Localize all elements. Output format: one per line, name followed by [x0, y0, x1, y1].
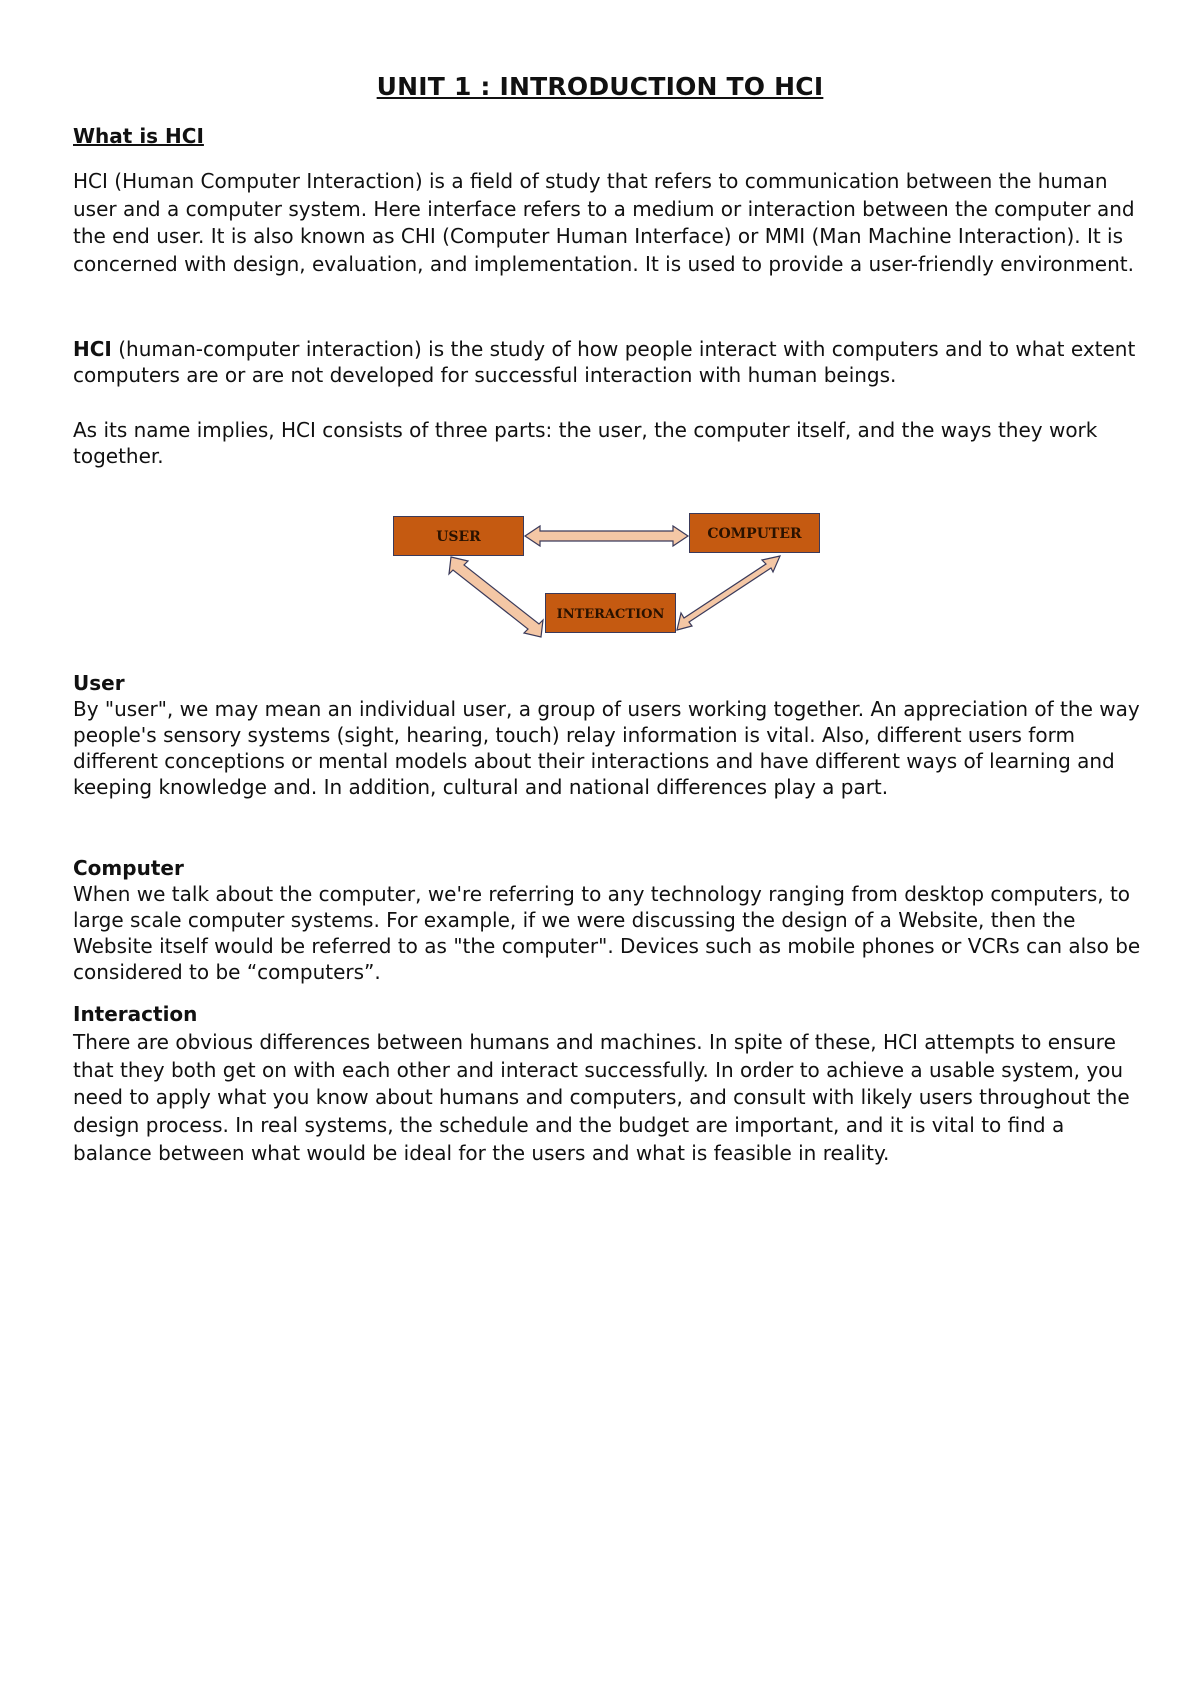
- user-box: USER: [393, 516, 524, 556]
- three-parts-paragraph: As its name implies, HCI consists of three parts: the user, the computer itself, and the ways they work together.: [73, 418, 1098, 468]
- user-text: By "user", we may mean an individual user, a group of users working together. An appreciation of the way people's sensory systems (sight, hearing, touch) relay information is vital. Also, different users form different conceptions or mental models about their interactions and have different ways of learning and keeping knowledge and. In addition, cultural and national differences play a part.: [73, 697, 1140, 799]
- computer-text: When we talk about the computer, we're referring to any technology ranging from desktop computers, to large scale computer systems. For example, if we were discussing the design of a Website, then the Website itself would be referred to as "the computer". Devices such as mobile phones or VCRs can also be considered to be “computers”.: [73, 882, 1141, 984]
- user-computer-arrow: [525, 526, 688, 546]
- hci-diagram: [380, 505, 830, 640]
- interaction-computer-arrow: [677, 556, 780, 630]
- user-interaction-arrow: [449, 557, 543, 637]
- page-title: UNIT 1 : INTRODUCTION TO HCI: [376, 72, 824, 101]
- interaction-section: [73, 1001, 1143, 1168]
- interaction-heading: Interaction: [73, 1002, 198, 1026]
- computer-section: [73, 855, 1143, 985]
- intro-paragraph: HCI (Human Computer Interaction) is a field of study that refers to communication between the human user and a computer system. Here interface refers to a medium or interaction between the computer and the end user. It is also known as CHI (Computer Human Interface) or MMI (Man Machine Interaction). It is concerned with design, evaluation, and implementation. It is used to provide a user-friendly environment.: [73, 169, 1135, 276]
- what-is-hci-heading: What is HCI: [73, 124, 204, 148]
- hci-bold-term: HCI: [73, 337, 112, 361]
- interaction-text: There are obvious differences between humans and machines. In spite of these, HCI attempts to ensure that they both get on with each other and interact successfully. In order to achieve a usable system, you need to apply what you know about humans and computers, and consult with likely users throughout the design process. In real systems, the schedule and the budget are important, and it is vital to find a balance between what would be ideal for the users and what is feasible in reality.: [73, 1029, 1130, 1165]
- definition-paragraph: [73, 336, 1143, 388]
- computer-box: COMPUTER: [689, 513, 820, 553]
- computer-heading: Computer: [73, 856, 184, 880]
- user-section: [73, 670, 1143, 800]
- user-heading: User: [73, 671, 125, 695]
- interaction-box: INTERACTION: [545, 593, 676, 633]
- definition-text: (human-computer interaction) is the study of how people interact with computers and to what extent computers are or are not developed for successful interaction with human beings.: [73, 337, 1136, 387]
